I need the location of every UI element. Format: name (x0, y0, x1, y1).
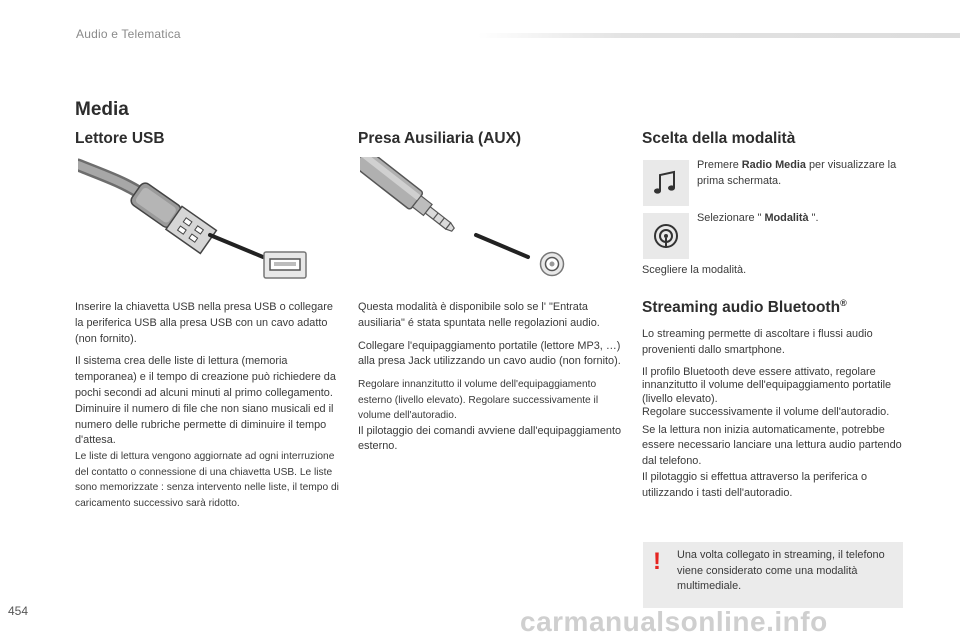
registered-mark: ® (840, 298, 847, 308)
mode-step2-text (697, 211, 897, 227)
note-text: Una volta collegato in streaming, il telefono viene considerato come una modalità multimediale. (677, 549, 885, 593)
watermark: carmanualsonline.info (520, 606, 828, 637)
mode-step1-prefix: Premere (697, 159, 742, 171)
streaming-title-text: Streaming audio Bluetooth (642, 299, 841, 317)
mode-section-title: Scelta della modalità (642, 130, 796, 147)
mode-step2-prefix: Selezionare " (697, 212, 765, 224)
header-divider (478, 33, 960, 38)
aux-paragraph: Il pilotaggio dei comandi avviene dall'equipaggiamento esterno. (358, 424, 622, 453)
mode-select-icon (643, 213, 689, 259)
warning-icon: ! (653, 548, 661, 575)
aux-paragraph: Questa modalità è disponibile solo se l' "Entrata ausiliaria" é stata spuntata nelle regolazioni audio. (358, 301, 600, 329)
radio-media-label: Radio Media (741, 159, 806, 171)
aux-paragraph: Collegare l'equipaggiamento portatile (lettore MP3, …) alla presa Jack utilizzando un cavo audio (non fornito). (358, 339, 621, 368)
page-heading: Media (75, 99, 129, 120)
mode-step1-suffix: per visualizzare la prima schermata. (697, 159, 897, 187)
usb-paragraph: Diminuire il numero di file che non siano musicali ed il numero delle rubriche permette di diminuire il tempo d'attesa. (75, 402, 334, 447)
streaming-paragraph: Se la lettura non inizia automaticamente, potrebbe essere necessario lanciare una lettura audio partendo dal telefono. (642, 423, 902, 468)
mode-step1-text (697, 158, 897, 190)
usb-paragraph: Inserire la chiavetta USB nella presa USB o collegare la periferica USB alla presa USB con un cavo adatto (non fornito). (75, 301, 333, 345)
streaming-paragraph: Il profilo Bluetooth deve essere attivato, regolare innanzitutto il volume dell'equipaggiamento portatile (livello elevato). (642, 365, 892, 405)
streaming-paragraph: Il pilotaggio si effettua attraverso la periferica o utilizzando i tasti dell'autoradio. (642, 470, 867, 499)
aux-paragraph: Regolare innanzitutto il volume dell'equipaggiamento esterno (livello elevato). Regolare successivamente il volume dell'autoradio. (358, 379, 599, 422)
mode-choose-text: Scegliere la modalità. (642, 264, 747, 276)
usb-plug-icon (78, 157, 278, 277)
modalita-label: Modalità (764, 212, 809, 224)
streaming-paragraph: Lo streaming permette di ascoltare i flussi audio provenienti dallo smartphone. (642, 328, 873, 356)
jack-plug-icon (360, 157, 560, 277)
mode-step2-suffix: ". (808, 212, 819, 224)
music-note-icon (643, 160, 689, 206)
page-number: 454 (8, 604, 29, 618)
aux-text (358, 300, 626, 455)
header-section-title: Audio e Telematica (76, 27, 181, 41)
usb-paragraph: Il sistema crea delle liste di lettura (memoria temporanea) e il tempo di creazione può richiedere da pochi secondi ad alcuni minuti al primo collegamento. (75, 355, 336, 399)
usb-port-icon (263, 251, 307, 279)
streaming-text (642, 327, 908, 502)
usb-text (75, 300, 343, 511)
streaming-paragraph: Regolare successivamente il volume dell'autoradio. (642, 406, 890, 419)
aux-section-title: Presa Ausiliaria (AUX) (358, 130, 522, 147)
usb-section-title: Lettore USB (75, 130, 165, 147)
streaming-section-title (642, 298, 847, 317)
jack-socket-icon (539, 251, 565, 277)
usb-paragraph: Le liste di lettura vengono aggiornate ad ogni interruzione del contatto o connessione di una chiavetta USB. Le liste sono memorizzate : senza intervento nelle liste, il tempo di caricamento successivo sarà ridotto. (75, 451, 339, 509)
